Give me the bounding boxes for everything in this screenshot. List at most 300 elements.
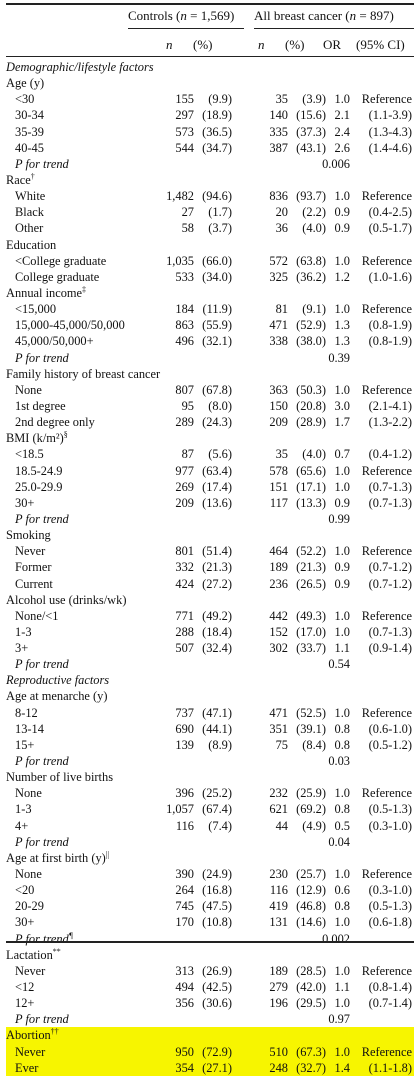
row-label-text: Age at first birth (y) — [6, 850, 106, 865]
controls-n: 690 — [175, 721, 194, 736]
controls-n: 1,035 — [166, 253, 194, 268]
controls-n: 1,057 — [166, 802, 194, 817]
row-label — [15, 705, 38, 721]
row-label — [15, 479, 63, 495]
row-label-text: None/<1 — [15, 608, 59, 623]
row-label-text: 12+ — [15, 996, 35, 1011]
row-label-text: <20 — [15, 883, 35, 898]
controls-n: 288 — [175, 624, 194, 639]
controls-n: 494 — [175, 980, 194, 995]
odds-ratio: 1.2 — [334, 269, 350, 284]
table-row — [6, 107, 414, 123]
table-row — [6, 414, 414, 430]
cases-pct: (50.3) — [296, 382, 326, 397]
table-row — [6, 559, 414, 575]
p-value: 0.54 — [328, 657, 350, 672]
table-row — [6, 1044, 414, 1060]
cases-n: 152 — [269, 624, 288, 639]
row-label-text: P for trend — [15, 754, 69, 769]
cases-pct: (25.7) — [296, 867, 326, 882]
p-value: 0.99 — [328, 511, 350, 526]
cases-pct: (29.5) — [296, 996, 326, 1011]
cases-n: 836 — [269, 189, 288, 204]
confidence-interval: (0.7-1.4) — [368, 996, 412, 1011]
confidence-interval: (0.8-1.9) — [368, 334, 412, 349]
confidence-interval: (0.6-1.0) — [368, 721, 412, 736]
controls-n: 573 — [175, 124, 194, 139]
top-rule — [6, 3, 414, 5]
cases-pct: (37.3) — [296, 124, 326, 139]
controls-n: 977 — [175, 463, 194, 478]
group-heading — [6, 947, 414, 963]
cases-pct: (4.9) — [302, 818, 326, 833]
odds-ratio: 1.0 — [334, 705, 350, 720]
controls-pct: (3.7) — [208, 221, 232, 236]
cases-n: 36 — [275, 221, 288, 236]
odds-ratio: 0.9 — [334, 495, 350, 510]
confidence-interval: (1.1-1.8) — [368, 1060, 412, 1075]
confidence-interval: (0.7-1.3) — [368, 495, 412, 510]
row-label — [6, 75, 44, 91]
row-label — [15, 220, 43, 236]
cases-pct: (46.8) — [296, 899, 326, 914]
row-label — [15, 818, 28, 834]
row-label-text: 8-12 — [15, 705, 38, 720]
table-row — [6, 188, 414, 204]
table-row — [6, 963, 414, 979]
table-row — [6, 608, 414, 624]
table-row — [6, 301, 414, 317]
cases-pct: (63.8) — [296, 253, 326, 268]
odds-ratio: 1.0 — [334, 1044, 350, 1059]
group-heading — [6, 1027, 414, 1043]
row-label — [15, 253, 106, 269]
cases-pct: (28.5) — [296, 963, 326, 978]
table-row — [6, 898, 414, 914]
controls-pct: (25.2) — [202, 786, 232, 801]
row-label — [15, 963, 45, 979]
odds-ratio: 0.8 — [334, 802, 350, 817]
controls-pct: (5.6) — [208, 447, 232, 462]
trend-row — [6, 350, 414, 366]
table-row — [6, 495, 414, 511]
row-label-text: 30+ — [15, 495, 35, 510]
confidence-interval: Reference — [361, 867, 412, 882]
table-row — [6, 333, 414, 349]
trend-row — [6, 753, 414, 769]
confidence-interval: Reference — [361, 253, 412, 268]
controls-pct: (72.9) — [202, 1044, 232, 1059]
odds-ratio: 0.8 — [334, 899, 350, 914]
row-label — [15, 834, 69, 850]
controls-pct: (66.0) — [202, 253, 232, 268]
row-label-text: 25.0-29.9 — [15, 479, 63, 494]
controls-pct: (30.6) — [202, 996, 232, 1011]
footnote-marker: † — [30, 171, 35, 181]
row-label-text: 4+ — [15, 818, 29, 833]
row-label-text: P for trend — [15, 350, 69, 365]
cases-pct: (32.7) — [296, 1060, 326, 1075]
cases-pct: (43.1) — [296, 140, 326, 155]
odds-ratio: 0.5 — [334, 818, 350, 833]
controls-n: 332 — [175, 560, 194, 575]
cases-n: 35 — [275, 447, 288, 462]
odds-ratio: 1.0 — [334, 382, 350, 397]
row-label-text: Current — [15, 576, 53, 591]
controls-n: 863 — [175, 318, 194, 333]
controls-pct: (11.9) — [202, 302, 232, 317]
cases-n: 209 — [269, 415, 288, 430]
controls-pct: (7.4) — [208, 818, 232, 833]
row-label — [15, 543, 45, 559]
cases-pct: (25.9) — [296, 786, 326, 801]
odds-ratio: 2.6 — [334, 140, 350, 155]
controls-n: 544 — [175, 140, 194, 155]
row-label-text: Race — [6, 172, 31, 187]
controls-pct: (34.7) — [202, 140, 232, 155]
controls-n: 424 — [175, 576, 194, 591]
odds-ratio: 1.0 — [334, 92, 350, 107]
cases-header: All breast cancer (n = 897) — [254, 8, 394, 23]
row-label-text: <College graduate — [15, 253, 107, 268]
confidence-interval: Reference — [361, 608, 412, 623]
cases-n: 116 — [269, 883, 288, 898]
row-label-text: 1-3 — [15, 802, 32, 817]
row-label-text: 1-3 — [15, 624, 32, 639]
odds-ratio: 2.1 — [334, 108, 350, 123]
controls-n: 356 — [175, 996, 194, 1011]
cases-pct: (42.0) — [296, 980, 326, 995]
controls-pct: (67.8) — [202, 382, 232, 397]
table-row — [6, 398, 414, 414]
confidence-interval: (0.3-1.0) — [368, 818, 412, 833]
col-or: OR — [323, 37, 342, 52]
cases-pct: (39.1) — [296, 721, 326, 736]
controls-n: 496 — [175, 334, 194, 349]
odds-ratio: 3.0 — [334, 398, 350, 413]
odds-ratio: 1.1 — [334, 641, 350, 656]
table-row — [6, 463, 414, 479]
confidence-interval: Reference — [361, 963, 412, 978]
controls-pct: (94.6) — [202, 189, 232, 204]
controls-n: 289 — [175, 415, 194, 430]
controls-pct: (17.4) — [202, 479, 232, 494]
row-label — [15, 753, 69, 769]
bottom-rule — [6, 941, 414, 943]
odds-ratio: 0.9 — [334, 205, 350, 220]
controls-pct: (24.3) — [202, 415, 232, 430]
row-label-text: Demographic/lifestyle factors — [6, 60, 154, 74]
row-label — [15, 301, 56, 317]
confidence-interval: (0.7-1.2) — [368, 560, 412, 575]
controls-pct: (21.3) — [202, 560, 232, 575]
table-row — [6, 801, 414, 817]
cases-n: 35 — [275, 92, 288, 107]
row-label — [15, 914, 34, 930]
cases-n: 150 — [269, 398, 288, 413]
group-heading — [6, 688, 414, 704]
cases-pct: (17.1) — [296, 479, 326, 494]
cases-n: 572 — [269, 253, 288, 268]
row-label — [15, 463, 63, 479]
table-row — [6, 91, 414, 107]
row-label-text: <30 — [15, 92, 35, 107]
cases-pct: (15.6) — [296, 108, 326, 123]
row-label — [6, 688, 107, 704]
cases-pct: (21.3) — [296, 560, 326, 575]
controls-n: 354 — [175, 1060, 194, 1075]
col-cases-pct: (%) — [285, 37, 305, 52]
row-label — [6, 1027, 59, 1043]
footnote-marker: ** — [52, 946, 61, 956]
cases-n: 279 — [269, 980, 288, 995]
table-row — [6, 979, 414, 995]
table-row — [6, 382, 414, 398]
row-label-text: <15,000 — [15, 302, 57, 317]
trend-row — [6, 931, 414, 947]
controls-n: 87 — [181, 447, 194, 462]
cases-n: 196 — [269, 996, 288, 1011]
p-value: 0.04 — [328, 834, 350, 849]
row-label-text: <12 — [15, 980, 35, 995]
row-label-text: P for trend — [15, 1012, 69, 1027]
row-label — [15, 124, 44, 140]
odds-ratio: 1.3 — [334, 318, 350, 333]
col-controls-n: n — [166, 37, 173, 52]
header-rule — [6, 56, 414, 57]
controls-pct: (16.8) — [202, 883, 232, 898]
controls-pct: (27.1) — [202, 1060, 232, 1075]
row-label — [6, 285, 86, 301]
row-label-text: Lactation — [6, 947, 53, 962]
controls-n: 95 — [181, 398, 194, 413]
table-row — [6, 220, 414, 236]
odds-ratio: 1.0 — [334, 624, 350, 639]
table-row — [6, 140, 414, 156]
cases-pct: (52.5) — [296, 705, 326, 720]
controls-n: 269 — [175, 479, 194, 494]
confidence-interval: Reference — [361, 705, 412, 720]
controls-pct: (18.9) — [202, 108, 232, 123]
controls-pct: (51.4) — [202, 544, 232, 559]
row-label-text: 30-34 — [15, 108, 44, 123]
row-label — [15, 995, 34, 1011]
table-row — [6, 317, 414, 333]
controls-n: 155 — [175, 92, 194, 107]
row-label-text: P for trend — [15, 511, 69, 526]
table-row — [6, 624, 414, 640]
controls-n: 170 — [175, 915, 194, 930]
cases-n: 510 — [269, 1044, 288, 1059]
table-row — [6, 124, 414, 140]
row-label-text: College graduate — [15, 269, 100, 284]
odds-ratio: 1.0 — [334, 479, 350, 494]
group-heading — [6, 769, 414, 785]
cases-n: 75 — [275, 737, 288, 752]
controls-n: 58 — [181, 221, 194, 236]
table-row — [6, 721, 414, 737]
row-label — [15, 801, 32, 817]
footnote-marker: § — [63, 430, 68, 440]
controls-n: 801 — [175, 544, 194, 559]
table-row — [6, 640, 414, 656]
controls-n: 507 — [175, 641, 194, 656]
cases-pct: (52.2) — [296, 544, 326, 559]
row-label-text: 15,000-45,000/50,000 — [15, 318, 125, 333]
odds-ratio: 0.9 — [334, 560, 350, 575]
table-row — [6, 253, 414, 269]
controls-n: 116 — [175, 818, 194, 833]
confidence-interval: Reference — [361, 302, 412, 317]
controls-pct: (1.7) — [208, 205, 232, 220]
section-heading — [6, 672, 414, 688]
table-row — [6, 1060, 414, 1076]
confidence-interval: (0.5-1.2) — [368, 737, 412, 752]
row-label-text: None — [15, 867, 42, 882]
odds-ratio: 1.4 — [334, 1060, 350, 1075]
group-heading — [6, 75, 414, 91]
controls-pct: (24.9) — [202, 867, 232, 882]
controls-n: 297 — [175, 108, 194, 123]
table-row — [6, 785, 414, 801]
row-label-text: BMI (k/m²) — [6, 431, 64, 446]
row-label-text: Never — [15, 544, 46, 559]
row-label — [15, 931, 73, 947]
row-label — [15, 1011, 69, 1027]
trend-row — [6, 156, 414, 172]
row-label-text: 1st degree — [15, 398, 66, 413]
odds-ratio: 1.0 — [334, 463, 350, 478]
table-row — [6, 914, 414, 930]
cases-n: 140 — [269, 108, 288, 123]
odds-ratio: 0.8 — [334, 721, 350, 736]
row-label — [15, 737, 34, 753]
group-heading — [6, 366, 414, 382]
controls-pct: (8.0) — [208, 398, 232, 413]
p-value: 0.002 — [322, 931, 350, 946]
odds-ratio: 1.0 — [334, 996, 350, 1011]
controls-pct: (63.4) — [202, 463, 232, 478]
cases-n: 471 — [269, 705, 288, 720]
controls-n: 771 — [175, 608, 194, 623]
row-label — [15, 1060, 38, 1076]
controls-pct: (32.1) — [202, 334, 232, 349]
cases-n: 44 — [275, 818, 288, 833]
controls-n: 396 — [175, 786, 194, 801]
cases-pct: (14.6) — [296, 915, 326, 930]
row-label-text: 45,000/50,000+ — [15, 334, 94, 349]
row-label-text: <18.5 — [15, 447, 44, 462]
row-label — [6, 527, 51, 543]
row-label-text: None — [15, 382, 42, 397]
cases-n: 363 — [269, 382, 288, 397]
cases-pct: (13.3) — [296, 495, 326, 510]
odds-ratio: 1.3 — [334, 334, 350, 349]
trend-row — [6, 834, 414, 850]
cases-n: 578 — [269, 463, 288, 478]
col-controls-pct: (%) — [193, 37, 213, 52]
row-label — [6, 59, 154, 75]
data-table — [6, 59, 414, 1076]
odds-ratio: 1.1 — [334, 980, 350, 995]
confidence-interval: (0.4-2.5) — [368, 205, 412, 220]
row-label-text: Ever — [15, 1060, 39, 1075]
row-label — [15, 382, 42, 398]
row-label — [6, 850, 109, 866]
row-label — [15, 559, 51, 575]
confidence-interval: (0.9-1.4) — [368, 641, 412, 656]
cases-n: 151 — [269, 479, 288, 494]
confidence-interval: (0.5-1.3) — [368, 899, 412, 914]
row-label — [15, 576, 53, 592]
odds-ratio: 1.0 — [334, 302, 350, 317]
row-label-text: Age at menarche (y) — [6, 689, 108, 704]
odds-ratio: 0.6 — [334, 883, 350, 898]
row-label — [15, 495, 34, 511]
row-label — [15, 640, 28, 656]
row-label — [15, 898, 44, 914]
controls-pct: (47.1) — [202, 705, 232, 720]
odds-ratio: 1.0 — [334, 189, 350, 204]
cases-pct: (17.0) — [296, 624, 326, 639]
row-label-text: 18.5-24.9 — [15, 463, 63, 478]
cases-pct: (26.5) — [296, 576, 326, 591]
odds-ratio: 1.0 — [334, 963, 350, 978]
row-label — [15, 398, 66, 414]
row-label — [15, 624, 32, 640]
odds-ratio: 1.0 — [334, 867, 350, 882]
group-heading — [6, 285, 414, 301]
row-label-text: Other — [15, 221, 44, 236]
cases-pct: (33.7) — [296, 641, 326, 656]
odds-ratio: 1.0 — [334, 915, 350, 930]
trend-row — [6, 1011, 414, 1027]
controls-n: 184 — [175, 302, 194, 317]
cases-pct: (52.9) — [296, 318, 326, 333]
cases-pct: (93.7) — [296, 189, 326, 204]
controls-n: 533 — [175, 269, 194, 284]
table-row — [6, 882, 414, 898]
odds-ratio: 0.9 — [334, 221, 350, 236]
p-value: 0.03 — [328, 754, 350, 769]
row-label — [15, 204, 44, 220]
row-label-text: P for trend — [15, 834, 69, 849]
group-heading — [6, 527, 414, 543]
controls-n: 139 — [175, 737, 194, 752]
cases-n: 387 — [269, 140, 288, 155]
p-value: 0.39 — [328, 350, 350, 365]
row-label — [15, 140, 44, 156]
controls-n: 27 — [181, 205, 194, 220]
confidence-interval: (2.1-4.1) — [368, 398, 412, 413]
odds-ratio: 0.7 — [334, 447, 350, 462]
row-label — [15, 350, 69, 366]
row-label-text: Former — [15, 560, 52, 575]
controls-n: 807 — [175, 382, 194, 397]
cases-n: 419 — [269, 899, 288, 914]
odds-ratio: 1.0 — [334, 786, 350, 801]
row-label — [15, 721, 44, 737]
controls-underline — [128, 28, 244, 29]
cases-pct: (28.9) — [296, 415, 326, 430]
cases-n: 325 — [269, 269, 288, 284]
col-cases-n: n — [258, 37, 265, 52]
cases-pct: (4.0) — [302, 221, 326, 236]
cases-pct: (65.6) — [296, 463, 326, 478]
controls-n: 264 — [175, 883, 194, 898]
cases-n: 236 — [269, 576, 288, 591]
row-label-text: P for trend — [15, 156, 69, 171]
